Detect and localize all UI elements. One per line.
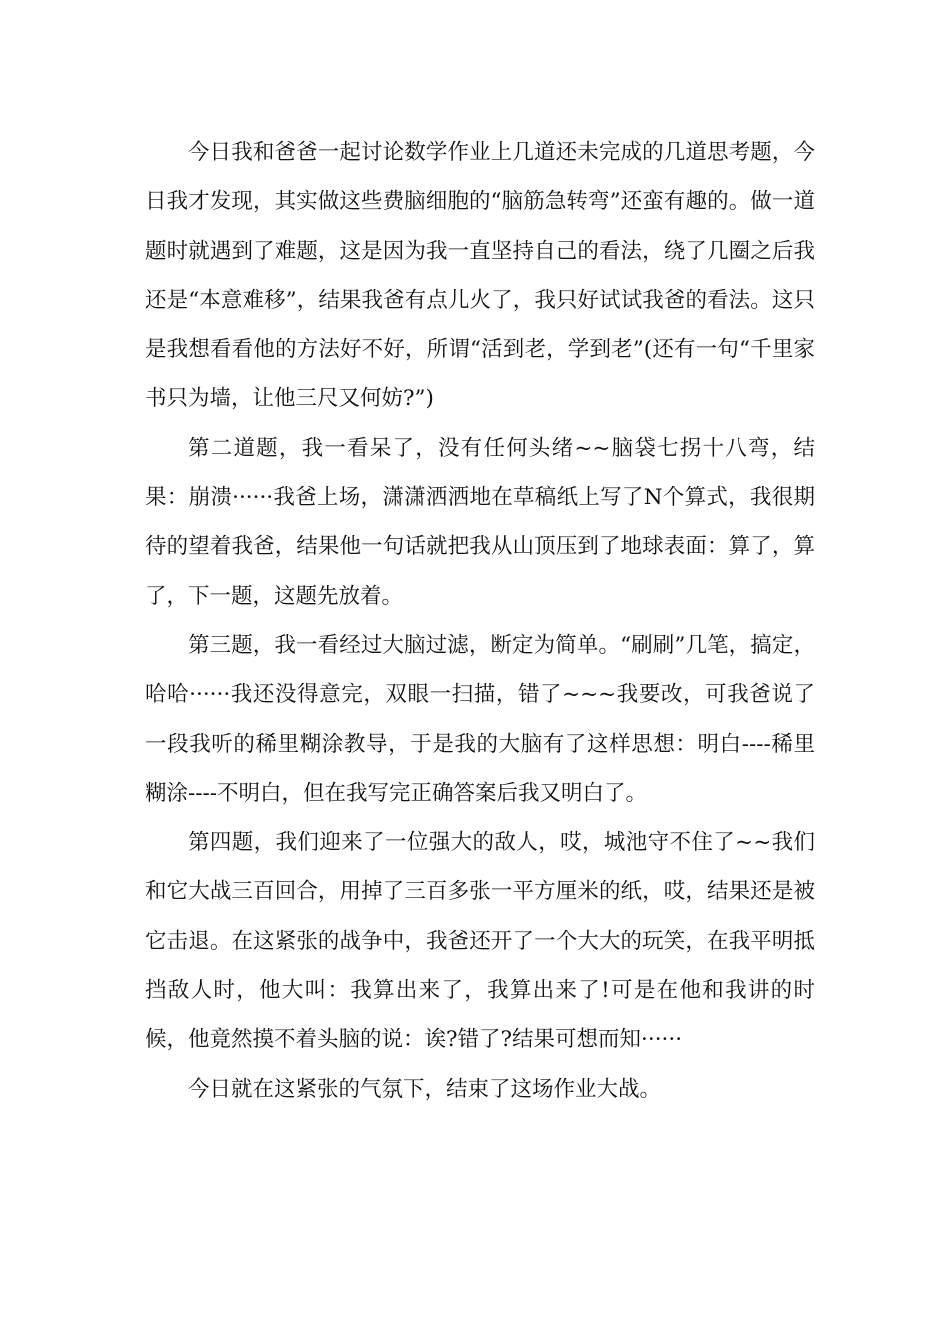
paragraph-5: 今日就在这紧张的气氛下，结束了这场作业大战。 <box>188 1076 662 1102</box>
paragraph-2: 第二道题，我一看呆了，没有任何头绪~~脑袋七拐十八弯，结果：崩溃······我爸上场，潇潇洒洒地在草稿纸上写了N个算式，我很期待的望着我爸，结果他一句话就把我从山顶压到了地球表面：算了，算了，下一题，这题先放着。 <box>145 435 815 609</box>
paragraph-3: 第三题，我一看经过大脑过滤，断定为简单。“刷刷”几笔，搞定，哈哈······我还没得意完，双眼一扫描，错了~~~我要改，可我爸说了一段我听的稀里糊涂教导，于是我的大脑有了这样思想：明白----稀里糊涂----不明白，但在我写完正确答案后我又明白了。 <box>145 632 815 806</box>
document-body <box>145 128 815 1114</box>
paragraph-1: 今日我和爸爸一起讨论数学作业上几道还未完成的几道思考题，今日我才发现，其实做这些费脑细胞的“脑筋急转弯”还蛮有趣的。做一道题时就遇到了难题，这是因为我一直坚持自己的看法，绕了几圈之后我还是“本意难移”，结果我爸有点儿火了，我只好试试我爸的看法。这只是我想看看他的方法好不好，所谓“活到老，学到老”(还有一句“千里家书只为墙，让他三尺又何妨?”) <box>145 140 815 412</box>
paragraph-4: 第四题，我们迎来了一位强大的敌人，哎，城池守不住了~~我们和它大战三百回合，用掉了三百多张一平方厘米的纸，哎，结果还是被它击退。在这紧张的战争中，我爸还开了一个大大的玩笑，在我平明抵挡敌人时，他大叫：我算出来了，我算出来了!可是在他和我讲的时候，他竟然摸不着头脑的说：诶?错了?结果可想而知······ <box>145 830 815 1053</box>
